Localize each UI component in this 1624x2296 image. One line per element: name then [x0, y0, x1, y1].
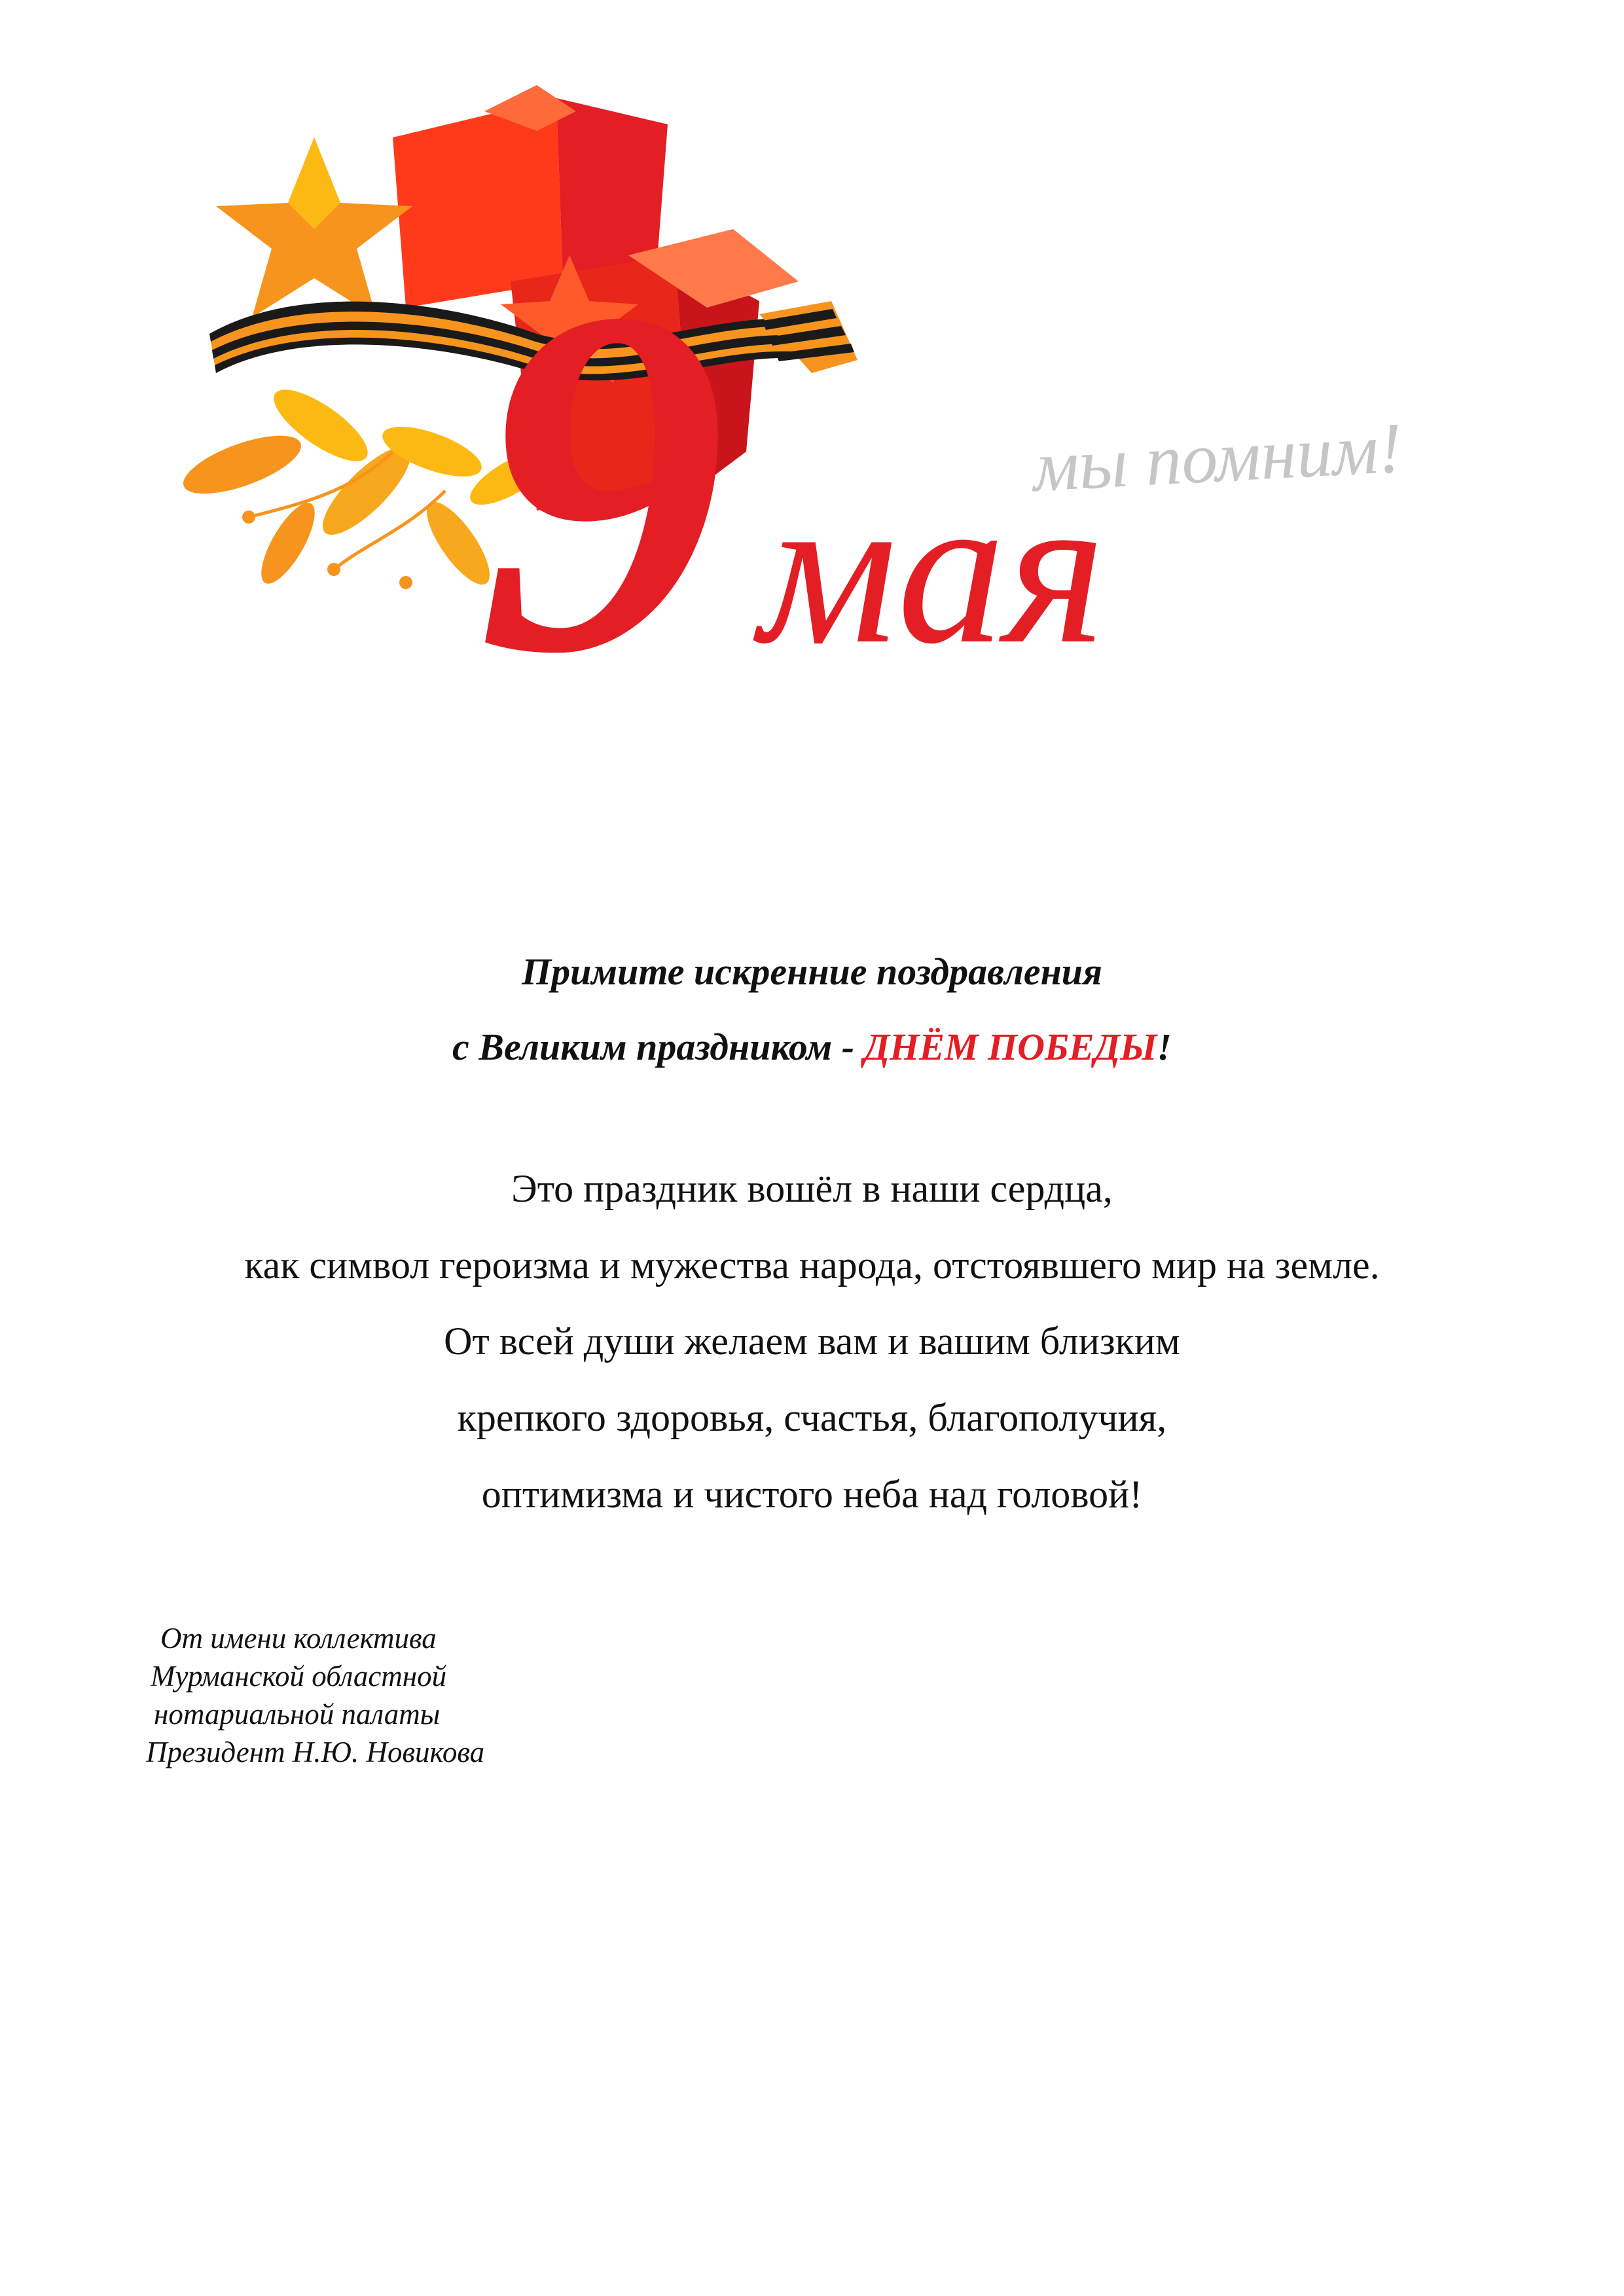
message-line: как символ героизма и мужества народа, отстоявшего мир на земле. — [244, 1244, 1380, 1287]
message-line: От всей души желаем вам и вашим близким — [444, 1319, 1180, 1363]
victory-day-highlight: ДНЁМ ПОБЕДЫ — [863, 1026, 1157, 1068]
greeting-line-2 — [0, 1024, 1624, 1070]
message-line: оптимизма и чистого неба над головой! — [481, 1473, 1143, 1516]
signature-line: Мурманской областной — [151, 1660, 447, 1693]
emblem-word: мая — [759, 450, 1106, 689]
message-line: крепкого здоровья, счастья, благополучия, — [457, 1396, 1167, 1439]
signature-name: Президент Н.Ю. Новикова — [146, 1736, 485, 1768]
message-line: Это праздник вошёл в наши сердца, — [511, 1167, 1113, 1210]
signature-line: нотариальной палаты — [154, 1698, 441, 1731]
emblem-tagline: мы помним! — [1030, 407, 1405, 507]
greeting-prefix: с Великим праздником - — [452, 1026, 864, 1068]
signature-line: От имени коллектива — [160, 1622, 437, 1655]
greeting-suffix: ! — [1157, 1026, 1172, 1068]
victory-day-emblem — [170, 85, 1479, 838]
greeting-line-1: Примите искренние поздравления — [522, 950, 1102, 993]
emblem-numeral: 9 — [478, 206, 727, 756]
star-icon — [216, 137, 412, 317]
